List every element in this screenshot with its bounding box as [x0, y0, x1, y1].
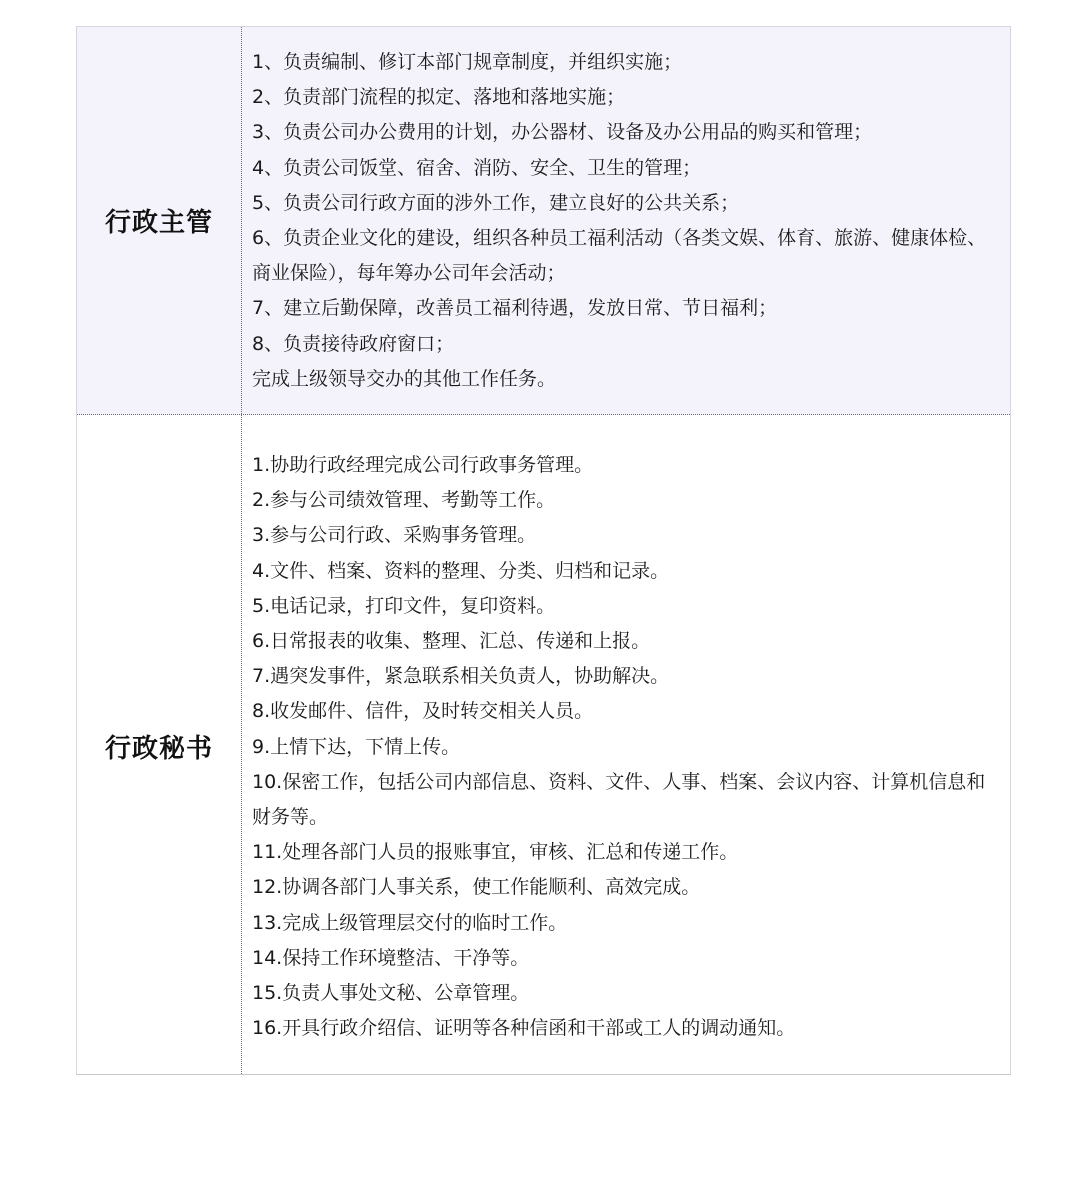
- duty-cell: [242, 27, 1010, 414]
- duty-item: 14.保持工作环境整洁、干净等。: [252, 946, 530, 969]
- duty-item: 7.遇突发事件，紧急联系相关负责人，协助解决。: [252, 665, 670, 688]
- duty-item: 3.参与公司行政、采购事务管理。: [252, 524, 537, 547]
- duty-item: 2.参与公司绩效管理、考勤等工作。: [252, 489, 556, 512]
- duty-item: 完成上级领导交办的其他工作任务。: [252, 367, 557, 390]
- duty-table: [76, 26, 1011, 1075]
- duty-list: [252, 448, 1004, 1046]
- duty-item: 7、建立后勤保障，改善员工福利待遇，发放日常、节日福利；: [252, 297, 778, 320]
- duty-item: 16.开具行政介绍信、证明等各种信函和干部或工人的调动通知。: [252, 1017, 796, 1040]
- duty-item: 2、负责部门流程的拟定、落地和落地实施；: [252, 86, 626, 109]
- duty-item: 15.负责人事处文秘、公章管理。: [252, 982, 530, 1005]
- table-row-admin-secretary: [77, 415, 1010, 1074]
- duty-item: 4、负责公司饭堂、宿舍、消防、安全、卫生的管理；: [252, 156, 702, 179]
- duty-item: 1、负责编制、修订本部门规章制度，并组织实施；: [252, 51, 683, 73]
- duty-item: 6、负责企业文化的建设，组织各种员工福利活动（各类文娱、体育、旅游、健康体检、商业保险），每年筹办公司年会活动；: [252, 227, 987, 285]
- duty-item: 8.收发邮件、信件，及时转交相关人员。: [252, 700, 594, 723]
- duty-item: 5、负责公司行政方面的涉外工作，建立良好的公共关系；: [252, 191, 740, 214]
- table-row-admin-supervisor: [77, 27, 1010, 415]
- duty-item: 13.完成上级管理层交付的临时工作。: [252, 911, 568, 934]
- duty-item: 6.日常报表的收集、整理、汇总、传递和上报。: [252, 630, 651, 653]
- duty-item: 11.处理各部门人员的报账事宜，审核、汇总和传递工作。: [252, 841, 739, 864]
- duty-cell: [242, 415, 1010, 1074]
- duty-item: 5.电话记录，打印文件，复印资料。: [252, 594, 556, 617]
- role-title: 行政秘书: [104, 734, 213, 764]
- duty-list: [252, 45, 1004, 397]
- duty-item: 1.协助行政经理完成公司行政事务管理。: [252, 454, 594, 476]
- duty-item: 3、负责公司办公费用的计划，办公器材、设备及办公用品的购买和管理；: [252, 121, 873, 144]
- duty-item: 9.上情下达，下情上传。: [252, 735, 461, 758]
- duty-item: 4.文件、档案、资料的整理、分类、归档和记录。: [252, 559, 670, 582]
- duty-item: 8、负责接待政府窗口；: [252, 332, 455, 355]
- role-cell: [77, 415, 242, 1074]
- duty-item: 12.协调各部门人事关系，使工作能顺利、高效完成。: [252, 876, 701, 899]
- duty-item: 10.保密工作，包括公司内部信息、资料、文件、人事、档案、会议内容、计算机信息和财务等。: [252, 770, 986, 829]
- role-cell: [77, 27, 242, 414]
- role-title: 行政主管: [104, 208, 213, 238]
